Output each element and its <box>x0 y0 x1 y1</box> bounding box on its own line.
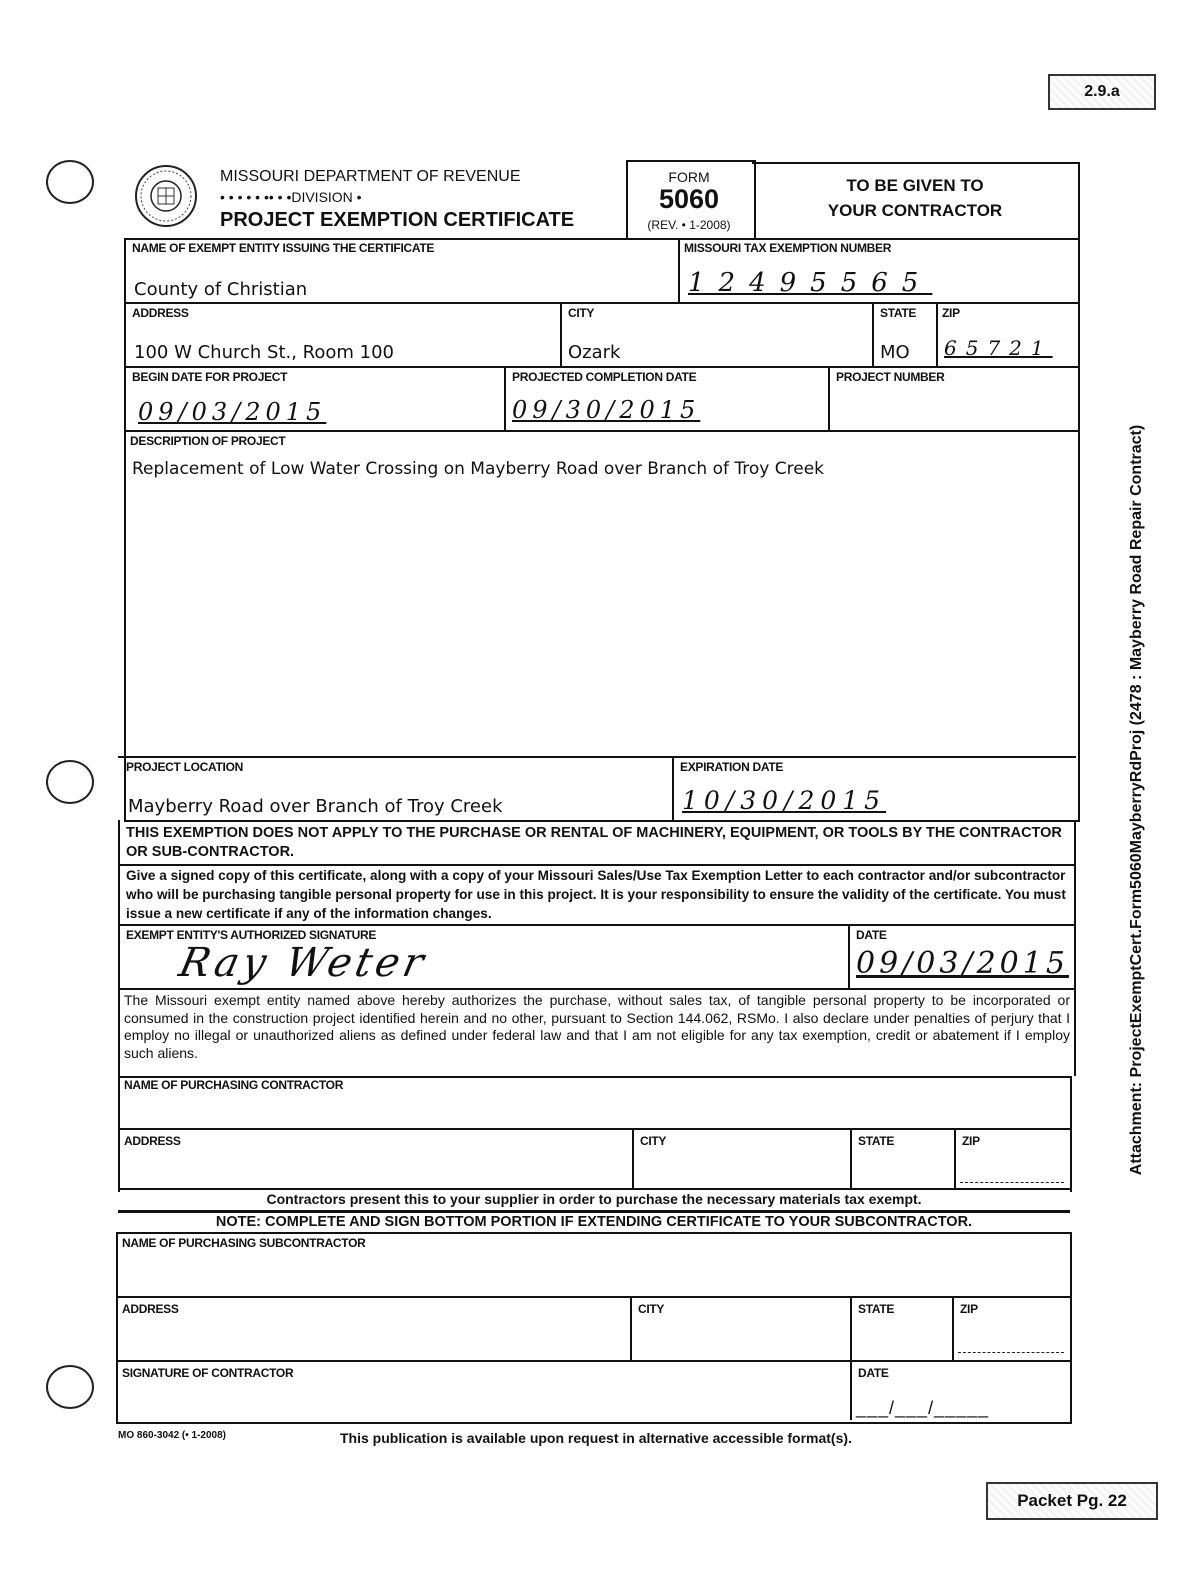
contractor-name-label: NAME OF PURCHASING CONTRACTOR <box>124 1078 344 1092</box>
completion-date-value: 09/30/2015 <box>512 396 701 424</box>
subcontractor-name-label: NAME OF PURCHASING SUBCONTRACTOR <box>122 1236 366 1250</box>
begin-date-label: BEGIN DATE FOR PROJECT <box>132 370 288 384</box>
reference-stamp <box>1048 74 1156 110</box>
form-title: PROJECT EXEMPTION CERTIFICATE <box>220 209 575 231</box>
contractor-signature-label: SIGNATURE OF CONTRACTOR <box>122 1366 294 1380</box>
form-revision: (REV. • 1-2008) <box>647 218 731 232</box>
form-label: FORM <box>668 169 710 185</box>
project-number-label: PROJECT NUMBER <box>836 370 945 384</box>
tax-exemption-number-value: 12495565 <box>688 268 933 298</box>
binder-hole-top <box>46 160 94 204</box>
state-value: MO <box>880 342 910 363</box>
division-line: • • • • • •• • •DIVISION • <box>220 189 362 205</box>
side-attachment-label: Attachment: ProjectExemptCert.Form5060MayberryRdProj (2478 : Mayberry Road Repair Contract) <box>1128 424 1145 1176</box>
form-number: 5060 <box>658 184 720 214</box>
state-label: STATE <box>880 306 917 320</box>
completion-date-label: PROJECTED COMPLETION DATE <box>512 370 697 384</box>
contractor-frame <box>118 1076 1072 1192</box>
packet-page-stamp <box>986 1482 1158 1520</box>
machinery-exclusion-notice: THIS EXEMPTION DOES NOT APPLY TO THE PURCHASE OR RENTAL OF MACHINERY, EQUIPMENT, OR TOOLS BY THE CONTRACTOR OR SUB-CONTRACTOR. <box>126 825 1062 860</box>
address-value: 100 W Church St., Room 100 <box>134 342 394 363</box>
instructions-notice: Give a signed copy of this certificate, along with a copy of your Missouri Sales/Use Tax Exemption Letter to each contractor and/or subcontractor who will be purchasing tangible personal property for use in this project. It is your responsibility to ensure the validity of the certificate. You must issue a new certificate if any of the information changes. <box>126 868 1066 921</box>
contractor-zip-label: ZIP <box>962 1134 980 1148</box>
description-label: DESCRIPTION OF PROJECT <box>130 434 286 448</box>
subcontractor-frame <box>116 1232 1072 1424</box>
address-label: ADDRESS <box>132 306 189 320</box>
zip-label: ZIP <box>942 306 960 320</box>
department-name: MISSOURI DEPARTMENT OF REVENUE <box>220 168 521 185</box>
subcontractor-zip-blank <box>958 1352 1064 1353</box>
subcontractor-date-blanks: ___/___/_____ <box>856 1398 990 1418</box>
begin-date-value: 09/03/2015 <box>138 398 327 426</box>
subcontractor-note: NOTE: COMPLETE AND SIGN BOTTOM PORTION IF EXTENDING CERTIFICATE TO YOUR SUBCONTRACTOR. <box>215 1214 973 1230</box>
subcontractor-date-label: DATE <box>858 1366 889 1380</box>
state-seal-icon <box>134 164 198 228</box>
subcontractor-zip-label: ZIP <box>960 1302 978 1316</box>
expiration-date-label: EXPIRATION DATE <box>680 760 784 774</box>
project-location-value: Mayberry Road over Branch of Troy Creek <box>128 796 503 817</box>
authorized-signature-value: Ray Weter <box>175 940 432 986</box>
exempt-entity-label: NAME OF EXEMPT ENTITY ISSUING THE CERTIFICATE <box>132 241 435 255</box>
signature-date-value: 09/03/2015 <box>856 946 1069 981</box>
given-to-line2: YOUR CONTRACTOR <box>827 201 1003 220</box>
contractor-city-label: CITY <box>640 1134 667 1148</box>
city-label: CITY <box>568 306 595 320</box>
subcontractor-state-label: STATE <box>858 1302 895 1316</box>
zip-value: 65721 <box>944 336 1053 360</box>
subcontractor-address-label: ADDRESS <box>122 1302 179 1316</box>
binder-hole-bottom <box>46 1365 94 1409</box>
city-value: Ozark <box>568 342 621 363</box>
given-to-line1: TO BE GIVEN TO <box>846 176 984 195</box>
authorization-statement: The Missouri exempt entity named above hereby authorizes the purchase, without sales tax, of tangible personal property to be incorporated or consumed in the construction project identified herein and no other, pursuant to Section 144.062, RSMo. I also declare under penalties of perjury that I employ no illegal or unauthorized aliens as defined under federal law and that I am not eligible for any tax exemption, credit or abatement if I employ such aliens. <box>124 992 1070 1061</box>
subcontractor-city-label: CITY <box>638 1302 665 1316</box>
packet-page-text: Packet Pg. 22 <box>1017 1491 1127 1510</box>
description-value: Replacement of Low Water Crossing on Mayberry Road over Branch of Troy Creek <box>132 459 824 479</box>
signature-date-label: DATE <box>856 928 887 942</box>
tax-exemption-number-label: MISSOURI TAX EXEMPTION NUMBER <box>684 241 892 255</box>
authorized-signature-label: EXEMPT ENTITY'S AUTHORIZED SIGNATURE <box>126 928 377 942</box>
form-code: MO 860-3042 (• 1-2008) <box>118 1430 227 1441</box>
contractor-address-label: ADDRESS <box>124 1134 181 1148</box>
project-location-label: PROJECT LOCATION <box>126 760 243 774</box>
supplier-notice: Contractors present this to your supplier in order to purchase the necessary materials tax exempt. <box>266 1191 922 1207</box>
exempt-entity-value: County of Christian <box>134 279 308 300</box>
contractor-zip-blank <box>960 1182 1064 1183</box>
binder-hole-middle <box>46 760 94 804</box>
availability-note: This publication is available upon request in alternative accessible format(s). <box>340 1430 852 1446</box>
reference-stamp-text: 2.9.a <box>1084 83 1120 100</box>
expiration-date-value: 10/30/2015 <box>682 786 887 815</box>
contractor-state-label: STATE <box>858 1134 895 1148</box>
